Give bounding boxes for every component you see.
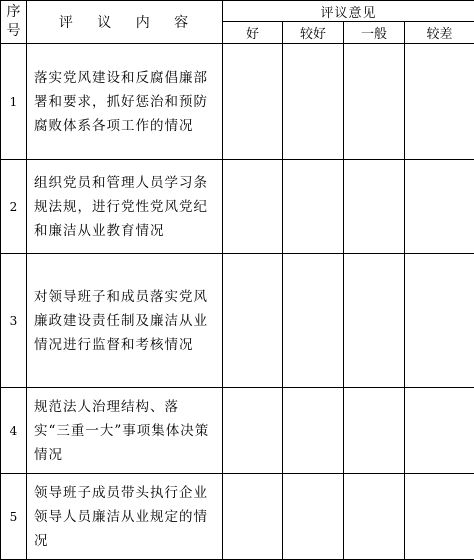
opinion-cell-fairly-good[interactable] xyxy=(283,160,344,254)
row-seq: 5 xyxy=(1,474,27,560)
opinion-cell-good[interactable] xyxy=(223,160,283,254)
opinion-cell-average[interactable] xyxy=(344,160,405,254)
row-seq: 3 xyxy=(1,254,27,388)
opinion-cell-average[interactable] xyxy=(344,388,405,474)
table-row xyxy=(1,474,474,560)
header-content: 评 议 内 容 xyxy=(27,1,223,44)
opinion-cell-fairly-good[interactable] xyxy=(283,474,344,560)
header-col-good: 好 xyxy=(223,22,283,44)
opinion-cell-poor[interactable] xyxy=(405,474,474,560)
opinion-cell-average[interactable] xyxy=(344,474,405,560)
opinion-cell-poor[interactable] xyxy=(405,254,474,388)
opinion-cell-good[interactable] xyxy=(223,474,283,560)
row-seq: 4 xyxy=(1,388,27,474)
opinion-cell-good[interactable] xyxy=(223,254,283,388)
opinion-cell-average[interactable] xyxy=(344,254,405,388)
header-opinion-group: 评议意见 xyxy=(223,1,474,22)
opinion-cell-good[interactable] xyxy=(223,44,283,160)
table-row xyxy=(1,44,474,160)
header-col-average: 一般 xyxy=(344,22,405,44)
row-content: 对领导班子和成员落实党风廉政建设责任制及廉洁从业情况进行监督和考核情况 xyxy=(27,254,223,388)
row-content: 组织党员和管理人员学习条规法规，进行党性党风党纪和廉洁从业教育情况 xyxy=(27,160,223,254)
opinion-cell-poor[interactable] xyxy=(405,160,474,254)
table-row xyxy=(1,388,474,474)
header-seq: 序号 xyxy=(1,1,27,44)
table-row xyxy=(1,160,474,254)
opinion-cell-fairly-good[interactable] xyxy=(283,388,344,474)
opinion-cell-good[interactable] xyxy=(223,388,283,474)
opinion-cell-poor[interactable] xyxy=(405,44,474,160)
opinion-cell-fairly-good[interactable] xyxy=(283,254,344,388)
row-content: 规范法人治理结构、落实“三重一大”事项集体决策情况 xyxy=(27,388,223,474)
opinion-cell-fairly-good[interactable] xyxy=(283,44,344,160)
header-col-poor: 较差 xyxy=(405,22,474,44)
opinion-cell-average[interactable] xyxy=(344,44,405,160)
opinion-cell-poor[interactable] xyxy=(405,388,474,474)
table-row xyxy=(1,254,474,388)
header-col-fairly-good: 较好 xyxy=(283,22,344,44)
row-content: 落实党风建设和反腐倡廉部署和要求，抓好惩治和预防腐败体系各项工作的情况 xyxy=(27,44,223,160)
row-seq: 1 xyxy=(1,44,27,160)
row-seq: 2 xyxy=(1,160,27,254)
row-content: 领导班子成员带头执行企业领导人员廉洁从业规定的情况 xyxy=(27,474,223,560)
